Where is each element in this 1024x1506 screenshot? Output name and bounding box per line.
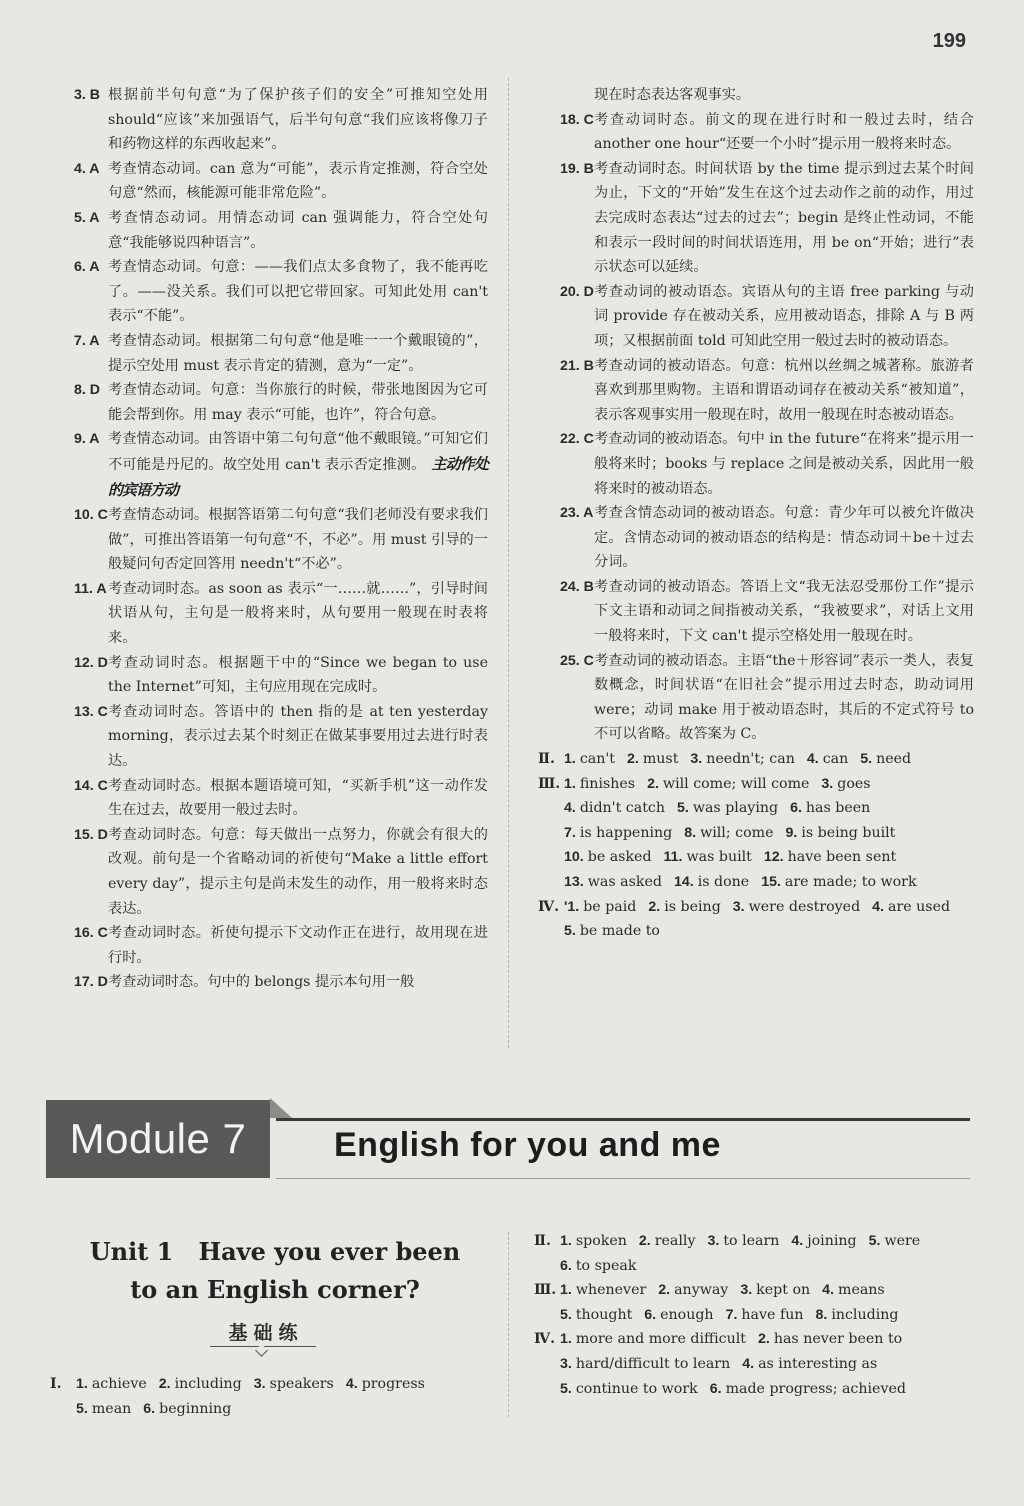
blank-number: 5. [860, 751, 873, 768]
answer-line [534, 1303, 920, 1328]
blank-number: 2. [658, 1282, 671, 1299]
continued-text: 现在时态表达客观事实。 [594, 87, 751, 103]
blank-answer: are used [888, 898, 951, 915]
answer-line [538, 821, 974, 846]
answer-number: 3. B [74, 87, 101, 103]
blank-number: 13. [564, 874, 584, 890]
answer-number: 25. C [560, 652, 594, 669]
basic-practice-label: 基础练 [228, 1322, 304, 1344]
blank-number: 6. [143, 1400, 156, 1417]
section-numeral: Ⅱ. [538, 751, 555, 768]
blank-answer: can [822, 751, 849, 768]
answer-explanation: 考查动词时态。根据本题语境可知，“买新手机”这一动作发生在过去，故要用一般过去时。 [108, 777, 488, 819]
answer-explanation: 考查动词时态。句中的 belongs 提示本句用一般 [108, 974, 415, 991]
answer-explanation: 考查动词的被动语态。句中 in the future“在将来”提示用一般将来时；books 与 replace 之间是被动关系，因此用一般将来时的被动语态。 [594, 431, 974, 497]
blank-answer: really [654, 1233, 696, 1249]
answer-item [74, 970, 488, 995]
answer-explanation: 考查情态动词。can 意为“可能”，表示肯定推测，符合空处句意“然而，核能源可能非常危险”。 [108, 160, 488, 202]
blank-number: 5. [564, 923, 576, 940]
blank-answer: must [642, 751, 679, 768]
unit-title [80, 1233, 470, 1309]
answer-number: 15. D [74, 826, 108, 843]
blank-number: 4. [806, 751, 819, 768]
answer-line [538, 845, 974, 870]
module-tab-decoration [270, 1098, 292, 1118]
answer-item [74, 83, 488, 157]
answer-line [534, 1254, 920, 1279]
answer-line [538, 796, 974, 821]
blank-answer: joining [807, 1233, 857, 1249]
answer-line [538, 772, 974, 797]
answer-item [560, 649, 974, 747]
section-numeral: Ⅳ. [538, 898, 560, 915]
blank-number: 10. [564, 849, 584, 866]
blank-number: 3. [821, 775, 834, 792]
blank-answer: will; come [700, 824, 774, 841]
blank-number: 6. [790, 800, 802, 817]
answer-line [534, 1229, 920, 1254]
blank-answer: anyway [674, 1282, 729, 1299]
unit-title-line2: to an English corner? [130, 1275, 420, 1304]
blank-answer: be asked [587, 849, 652, 866]
blank-answer: are made; to work [784, 874, 917, 890]
blank-answer: is being [664, 898, 721, 915]
blank-number: 4. [791, 1233, 804, 1249]
page-number: 199 [932, 30, 966, 52]
answer-number: 24. B [560, 578, 594, 595]
answer-number: 19. B [560, 160, 594, 177]
answer-number: 20. D [560, 283, 594, 300]
blank-number: 1. [560, 1233, 572, 1249]
answer-explanation: 考查动词的被动语态。主语“the＋形容词”表示一类人，表复数概念，时间状语“在旧社会”提示用过去时态，助动词用 were；动词 make 用于被动语态时，其后的不定式符号 to 不可以省略。故答案为 C。 [594, 652, 974, 743]
answer-line [534, 1377, 920, 1402]
answer-explanation: 考查情态动词。句意：——我们点太多食物了，我不能再吃了。——没关系。我们可以把它带回家。可知此处用 can't 表示“不能”。 [108, 259, 488, 325]
section-numeral: Ⅰ. [50, 1376, 62, 1392]
blank-number: 1. [564, 775, 576, 792]
answer-explanation: 考查动词的被动语态。句意：杭州以丝绸之城著称。旅游者喜欢到那里购物。主语和谓语动词存在被动关系“被知道”，表示客观事实用一般现在时，故用一般现在时态被动语态。 [594, 357, 974, 423]
answer-number: 21. B [560, 357, 594, 374]
answer-line [538, 870, 974, 895]
answer-number: 10. C [74, 507, 108, 524]
blank-answer: is being built [801, 824, 896, 841]
blank-answer: including [174, 1376, 242, 1392]
answer-line [50, 1397, 425, 1422]
blank-number: 9. [785, 824, 798, 841]
blank-number: 3. [707, 1233, 720, 1249]
blank-number: 1. [560, 1282, 572, 1299]
answer-explanation: 考查情态动词。根据第二句句意“他是唯一一个戴眼镜的”，提示空处用 must 表示肯定的猜测，意为“一定”。 [108, 332, 488, 374]
answer-number: 23. A [560, 505, 594, 522]
handwritten-note: 主动作处的宾语方动 [108, 454, 488, 499]
blank-number: 6. [709, 1380, 722, 1397]
answer-explanation: 考查动词时态。根据题干中的“Since we began to use the Internet”可知，主句应用现在完成时。 [108, 654, 488, 696]
blank-number: 4. [742, 1355, 755, 1372]
answer-number: 6. A [74, 259, 100, 276]
blank-number: 5. [76, 1400, 88, 1417]
answer-explanation: 考查动词时态。前文的现在进行时和一般过去时，结合 another one hour“还要一个小时”提示用一般将来时态。 [594, 111, 974, 153]
blank-number: 5. [676, 800, 689, 817]
blank-number: 6. [560, 1257, 572, 1274]
banner-rule [276, 1118, 970, 1121]
unit-answers-left [50, 1372, 425, 1421]
blank-answer: be paid [583, 898, 637, 915]
blank-answer: to speak [575, 1257, 637, 1274]
section-numeral: Ⅲ. [534, 1282, 557, 1299]
blank-number: 3. [560, 1355, 572, 1372]
answer-explanation: 考查情态动词。根据答语第二句句意“我们老师没有要求我们做”，可推出答语第一句句意“不，不必”。用 must 引导的一般疑问句否定回答用 needn't“不必”。 [108, 507, 488, 573]
answer-item [74, 700, 488, 774]
answer-item [560, 354, 974, 428]
blank-answer: continue to work [575, 1380, 698, 1397]
section-numeral: Ⅲ. [538, 775, 561, 792]
blank-number: 5. [868, 1233, 881, 1249]
blank-answer: more and more difficult [575, 1331, 746, 1348]
answer-item [560, 157, 974, 280]
answer-number: 17. D [74, 974, 108, 991]
answer-line [534, 1278, 920, 1303]
blank-answer: goes [837, 775, 871, 792]
answer-item [74, 206, 488, 255]
column-divider-lower [508, 1232, 509, 1417]
blank-number: '1. [564, 898, 580, 915]
blank-answer: speakers [269, 1376, 334, 1392]
answer-item [560, 501, 974, 575]
answer-line [538, 919, 974, 944]
blank-answer: mean [91, 1400, 132, 1417]
answer-item [74, 255, 488, 329]
answer-item [560, 427, 974, 501]
blank-number: 2. [627, 751, 639, 768]
blank-answer: kept on [756, 1282, 811, 1299]
blank-answer: didn't catch [579, 800, 665, 817]
blank-number: 11. [663, 849, 683, 866]
answer-explanation: 考查动词时态。答语中的 then 指的是 at ten yesterday morning，表示过去某个时刻正在做某事要用过去进行时表达。 [108, 703, 488, 770]
answer-explanation: 根据前半句句意“为了保护孩子们的安全”可推知空处用 should“应该”来加强语气，后半句句意“我们应该将像刀子和药物这样的东西收起来”。 [108, 87, 488, 153]
answer-item [74, 503, 488, 577]
banner-rule-lower [276, 1178, 970, 1179]
answer-explanation: 考查动词时态。句意：每天做出一点努力，你就会有很大的改观。前句是一个省略动词的祈使句“Make a little effort every day”，提示主句是尚未发生的动作，用一般将来时态表达。 [108, 826, 488, 917]
answer-item [74, 651, 488, 700]
answer-line [538, 747, 974, 772]
blank-answer: was asked [587, 874, 662, 890]
blank-number: 3. [732, 898, 745, 915]
blank-number: 3. [253, 1376, 266, 1392]
blank-answer: finishes [579, 775, 636, 792]
blank-number: 15. [761, 874, 781, 890]
blank-answer: were [884, 1233, 921, 1249]
blank-answer: to learn [723, 1233, 780, 1249]
blank-answer: thought [575, 1306, 633, 1323]
unit-answers-right [534, 1229, 920, 1401]
answer-item [74, 427, 488, 503]
answer-number: 13. C [74, 703, 108, 720]
answer-explanation: 考查动词时态。as soon as 表示“一……就……”，引导时间状语从句，主句是一般将来时，从句要用一般现在时表将来。 [108, 580, 488, 647]
answer-item [74, 774, 488, 823]
left-column [74, 83, 488, 995]
blank-answer: achieve [91, 1376, 147, 1392]
blank-number: 1. [560, 1331, 572, 1348]
blank-answer: hard/difficult to learn [575, 1355, 731, 1372]
blank-answer: whenever [575, 1282, 647, 1299]
blank-number: 2. [757, 1331, 770, 1348]
blank-number: 6. [644, 1306, 657, 1323]
blank-number: 3. [740, 1282, 753, 1299]
module-label: Module 7 [46, 1100, 270, 1178]
answer-item [74, 823, 488, 921]
blank-answer: progress [361, 1376, 425, 1392]
answer-number: 22. C [560, 431, 594, 448]
blank-answer: including [831, 1306, 899, 1323]
blank-answer: will come; will come [662, 775, 810, 792]
unit-title-line1: Unit 1 Have you ever been [89, 1237, 461, 1266]
answer-explanation: 考查情态动词。用情态动词 can 强调能力，符合空处句意“我能够说四种语言”。 [108, 209, 488, 251]
blank-number: 1. [76, 1376, 88, 1392]
blank-answer: can't [579, 751, 615, 768]
answer-number: 4. A [74, 160, 100, 177]
blank-number: 4. [345, 1376, 358, 1392]
module-title: English for you and me [334, 1126, 721, 1164]
blank-answer: as interesting as [758, 1355, 878, 1372]
answer-item [560, 575, 974, 649]
blank-number: 8. [815, 1306, 828, 1323]
answer-explanation: 考查动词时态。时间状语 by the time 提示到过去某个时间为止，下文的“开始”发生在这个过去动作之前的动作，用过去完成时态表达“过去的过去”；begin 是终止性动词，不能和表示一段时间的时间状语连用，用 be on“开始；进行”表示状态可以延续。 [594, 160, 974, 276]
blank-number: 4. [822, 1282, 834, 1299]
answer-explanation: 考查动词时态。祈使句提示下文动作正在进行，故用现在进行时。 [108, 925, 488, 966]
answer-item [74, 157, 488, 206]
answer-item [74, 921, 488, 970]
column-divider [508, 78, 509, 1048]
blank-answer: beginning [159, 1400, 232, 1417]
blank-answer: means [837, 1282, 885, 1299]
blank-answer: was playing [692, 800, 779, 817]
right-column [538, 83, 974, 944]
answer-line [534, 1327, 920, 1352]
blank-number: 4. [872, 898, 884, 915]
blank-answer: have been sent [787, 849, 897, 866]
section-numeral: Ⅱ. [534, 1233, 551, 1249]
answer-item [74, 378, 488, 427]
answer-explanation: 考查情态动词。句意：当你旅行的时候，带张地图因为它可能会帮到你。用 may 表示“可能，也许”，符合句意。 [108, 382, 488, 423]
blank-answer: has been [805, 800, 871, 817]
answer-line [534, 1352, 920, 1377]
blank-number: 7. [725, 1306, 738, 1323]
blank-number: 2. [158, 1376, 171, 1392]
answer-item [560, 108, 974, 157]
blank-answer: have fun [741, 1306, 804, 1323]
answer-line [50, 1372, 425, 1397]
answer-explanation: 考查含情态动词的被动语态。句意：青少年可以被允许做决定。含情态动词的被动语态的结构是：情态动词＋be＋过去分词。 [594, 505, 974, 571]
blank-answer: enough [660, 1306, 714, 1323]
answer-item [74, 577, 488, 651]
blank-answer: spoken [575, 1233, 627, 1249]
answer-number: 16. C [74, 925, 108, 942]
answer-explanation: 考查动词的被动语态。答语上文“我无法忍受那份工作”提示下文主语和动词之间指被动关系，“我被要求”，对话上文用一般将来时，下文 can't 提示空格处用一般现在时。 [594, 578, 974, 645]
answer-number: 11. A [74, 580, 107, 597]
blank-number: 14. [673, 874, 694, 890]
blank-number: 2. [648, 898, 661, 915]
answer-explanation: 考查情态动词。由答语中第二句句意“他不戴眼镜。”可知它们不可能是丹尼的。故空处用 can't 表示否定推测。 主动作处的宾语方动 [108, 431, 488, 499]
answer-number: 18. C [560, 111, 594, 128]
blank-answer: has never been to [773, 1331, 903, 1348]
answer-number: 9. A [74, 431, 100, 448]
blank-answer: is done [697, 874, 750, 890]
section-numeral: Ⅳ. [534, 1331, 556, 1348]
blank-answer: is happening [579, 824, 673, 841]
blank-number: 3. [690, 751, 703, 768]
answer-number: 5. A [74, 209, 100, 226]
answer-number: 8. D [74, 382, 101, 399]
answer-item [560, 280, 974, 354]
blank-number: 2. [638, 1233, 651, 1249]
blank-number: 5. [560, 1380, 572, 1397]
blank-answer: need [876, 751, 912, 768]
blank-answer: was built [686, 849, 752, 866]
answer-item [74, 329, 488, 378]
blank-number: 4. [564, 800, 576, 817]
blank-answer: were destroyed [748, 898, 861, 915]
blank-number: 12. [763, 849, 784, 866]
answer-number: 12. D [74, 654, 108, 671]
answer-number: 14. C [74, 777, 108, 794]
answer-number: 7. A [74, 332, 100, 349]
blank-number: 7. [564, 824, 576, 841]
blank-answer: needn't; can [706, 751, 795, 768]
blank-number: 2. [647, 775, 659, 792]
blank-answer: be made to [579, 923, 660, 940]
answer-line [538, 895, 974, 920]
blank-number: 5. [560, 1306, 572, 1323]
blank-number: 8. [684, 824, 697, 841]
exercise-answers [538, 747, 974, 944]
blank-number: 1. [564, 751, 576, 768]
blank-answer: made progress; achieved [725, 1380, 906, 1397]
answer-explanation: 考查动词的被动语态。宾语从句的主语 free parking 与动词 provide 存在被动关系，应用被动语态，排除 A 与 B 两项；又根据前面 told 可知此空用一般过去时的被动语态。 [594, 283, 974, 349]
